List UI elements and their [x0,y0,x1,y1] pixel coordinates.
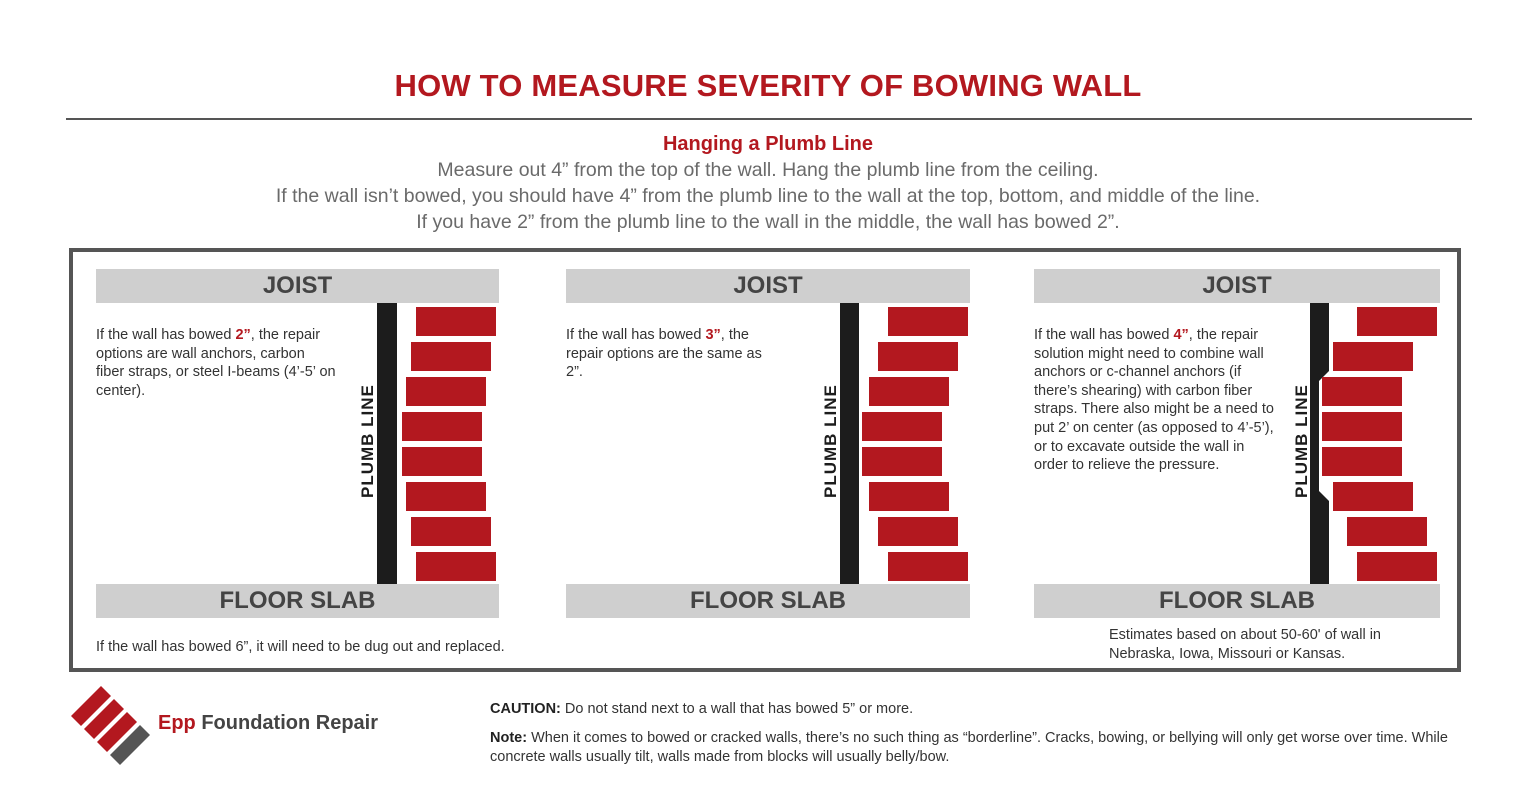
block [862,412,942,441]
block [416,552,496,581]
block [1322,447,1402,476]
brand-name: Epp Foundation Repair [158,712,378,734]
block [1357,307,1437,336]
block [869,482,949,511]
estimates-note: Estimates based on about 50-60' of wall in Nebraska, Iowa, Missouri or Kansas. [1109,627,1381,662]
plumb-line-label: PLUMB LINE [1292,384,1311,498]
note-text: Note: When it comes to bowed or cracked walls, there’s no such thing as “borderline”. Cracks, bowing, or bellying will only get worse over time. While concrete walls usually tilt, walls made from blocks will usually belly/bow. [490,730,1448,765]
logo-mark-icon [71,686,153,768]
floor-slab-bar: FLOOR SLAB [566,584,970,618]
block [1333,482,1413,511]
section-subtitle: Hanging a Plumb Line [662,133,873,155]
block [1357,552,1437,581]
plumb-line [840,303,859,584]
floor-slab-bar: FLOOR SLAB [1034,584,1440,618]
intro-line-3: If you have 2” from the plumb line to the wall in the middle, the wall has bowed 2”. [416,211,1120,233]
block [862,447,942,476]
plumb-line [377,303,397,584]
joist-bar: JOIST [1034,269,1440,303]
block [888,552,968,581]
joist-bar: JOIST [96,269,499,303]
caution-text: CAUTION: Do not stand next to a wall that has bowed 5” or more. [490,701,914,717]
bow-6-note: If the wall has bowed 6”, it will need to be dug out and replaced. [96,639,505,655]
block [411,517,491,546]
block [869,377,949,406]
block [416,307,496,336]
block [1347,517,1427,546]
block [878,517,958,546]
plumb-line-label: PLUMB LINE [358,384,377,498]
block [1322,377,1402,406]
block [406,482,486,511]
intro-line-2: If the wall isn’t bowed, you should have 4” from the plumb line to the wall at the top, bottom, and middle of the line. [275,185,1261,207]
panel-note: If the wall has bowed 4”, the repair solution might need to combine wall anchors or c-channel anchors (if there’s shearing) with carbon fiber straps. There also might be a need to put 2’ on center (as opposed to 4’-5’), or to excavate outside the wall in order to relieve the pressure. [1034,327,1274,474]
panel-note: If the wall has bowed 3”, the repair options are the same as 2”. [566,327,762,381]
page-title: HOW TO MEASURE SEVERITY OF BOWING WALL [394,68,1142,103]
block [406,377,486,406]
block [878,342,958,371]
floor-slab-bar: FLOOR SLAB [96,584,499,618]
plumb-line-label: PLUMB LINE [821,384,840,498]
title-divider [66,118,1472,120]
block [411,342,491,371]
panel-note: If the wall has bowed 2”, the repair options are wall anchors, carbon fiber straps, or steel I-beams (4’-5’ on center). [96,327,336,399]
joist-bar: JOIST [566,269,970,303]
block [402,447,482,476]
block [888,307,968,336]
block [1322,412,1402,441]
block [1333,342,1413,371]
intro-line-1: Measure out 4” from the top of the wall. Hang the plumb line from the ceiling. [437,159,1099,181]
block [402,412,482,441]
